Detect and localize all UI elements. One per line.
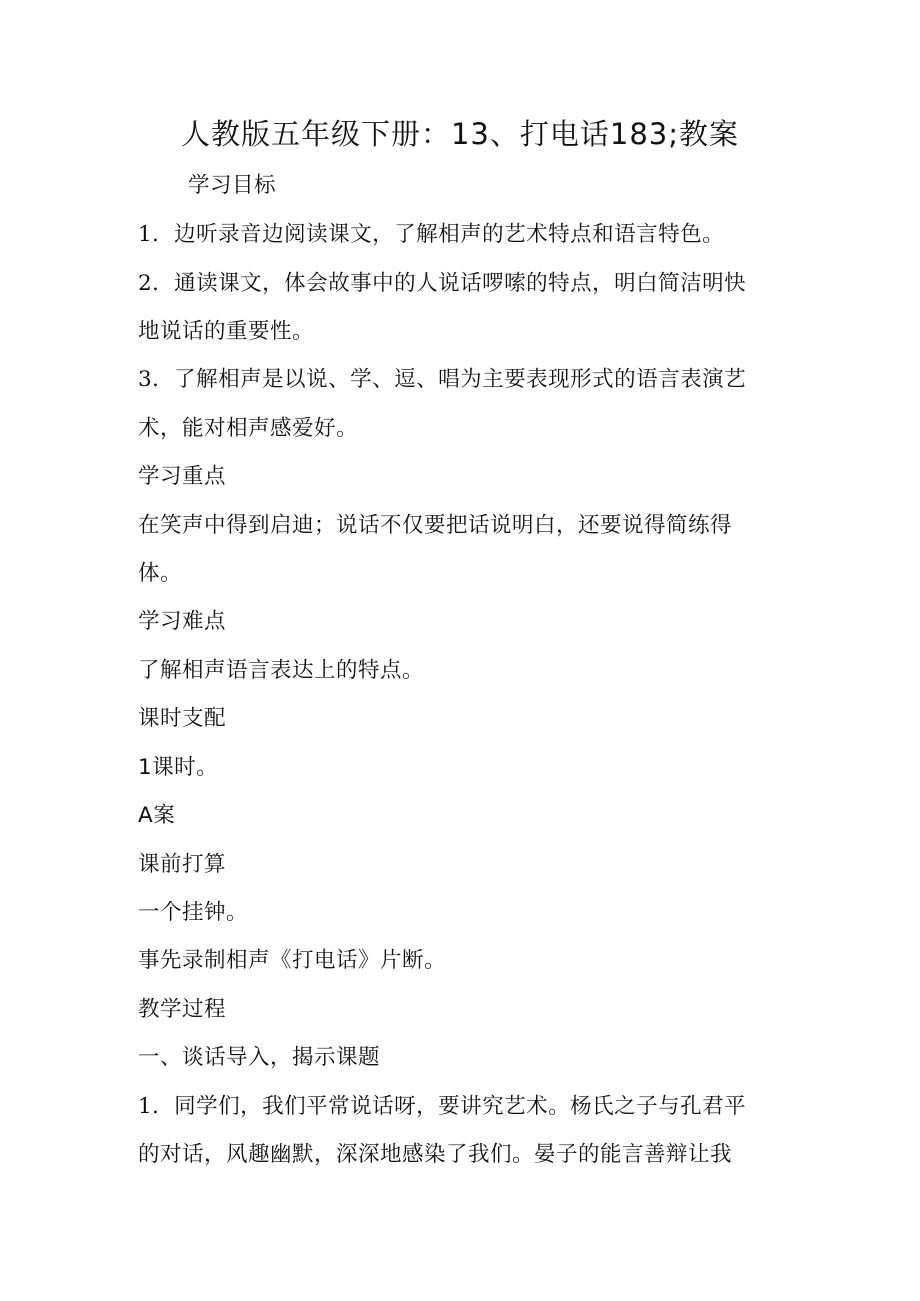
paragraph-line: 1．同学们，我们平常说话呀，要讲究艺术。杨氏之子与孔君平 xyxy=(138,1094,747,1119)
section-heading-plan-a: A案 xyxy=(138,803,176,828)
paragraph-line: 3．了解相声是以说、学、逗、唱为主要表现形式的语言表演艺 xyxy=(138,367,747,392)
section-heading-teaching-process: 教学过程 xyxy=(138,997,227,1022)
subsection-heading: 一、谈话导入，揭示课题 xyxy=(138,1045,381,1070)
paragraph-line: 体。 xyxy=(138,561,183,586)
section-heading-difficulties: 学习难点 xyxy=(138,609,227,634)
paragraph-line: 1课时。 xyxy=(138,755,219,780)
document-title: 人教版五年级下册：13、打电话183;教案 xyxy=(180,117,740,151)
paragraph-line: 事先录制相声《打电话》片断。 xyxy=(138,948,447,973)
paragraph-line: 术，能对相声感爱好。 xyxy=(138,416,359,441)
paragraph-line: 2．通读课文，体会故事中的人说话啰嗦的特点，明白简洁明快 xyxy=(138,271,747,296)
paragraph-line: 一个挂钟。 xyxy=(138,900,249,925)
paragraph-line: 在笑声中得到启迪；说话不仅要把话说明白，还要说得简练得 xyxy=(138,513,733,538)
section-heading-preparation: 课前打算 xyxy=(138,852,227,877)
section-heading-objectives: 学习目标 xyxy=(188,173,277,198)
paragraph-line: 的对话，风趣幽默，深深地感染了我们。晏子的能言善辩让我 xyxy=(138,1142,733,1167)
paragraph-line: 地说话的重要性。 xyxy=(138,319,315,344)
paragraph-line: 了解相声语言表达上的特点。 xyxy=(138,658,425,683)
section-heading-key-points: 学习重点 xyxy=(138,464,227,489)
section-heading-schedule: 课时支配 xyxy=(138,706,227,731)
paragraph-line: 1．边听录音边阅读课文，了解相声的艺术特点和语言特色。 xyxy=(138,222,725,247)
